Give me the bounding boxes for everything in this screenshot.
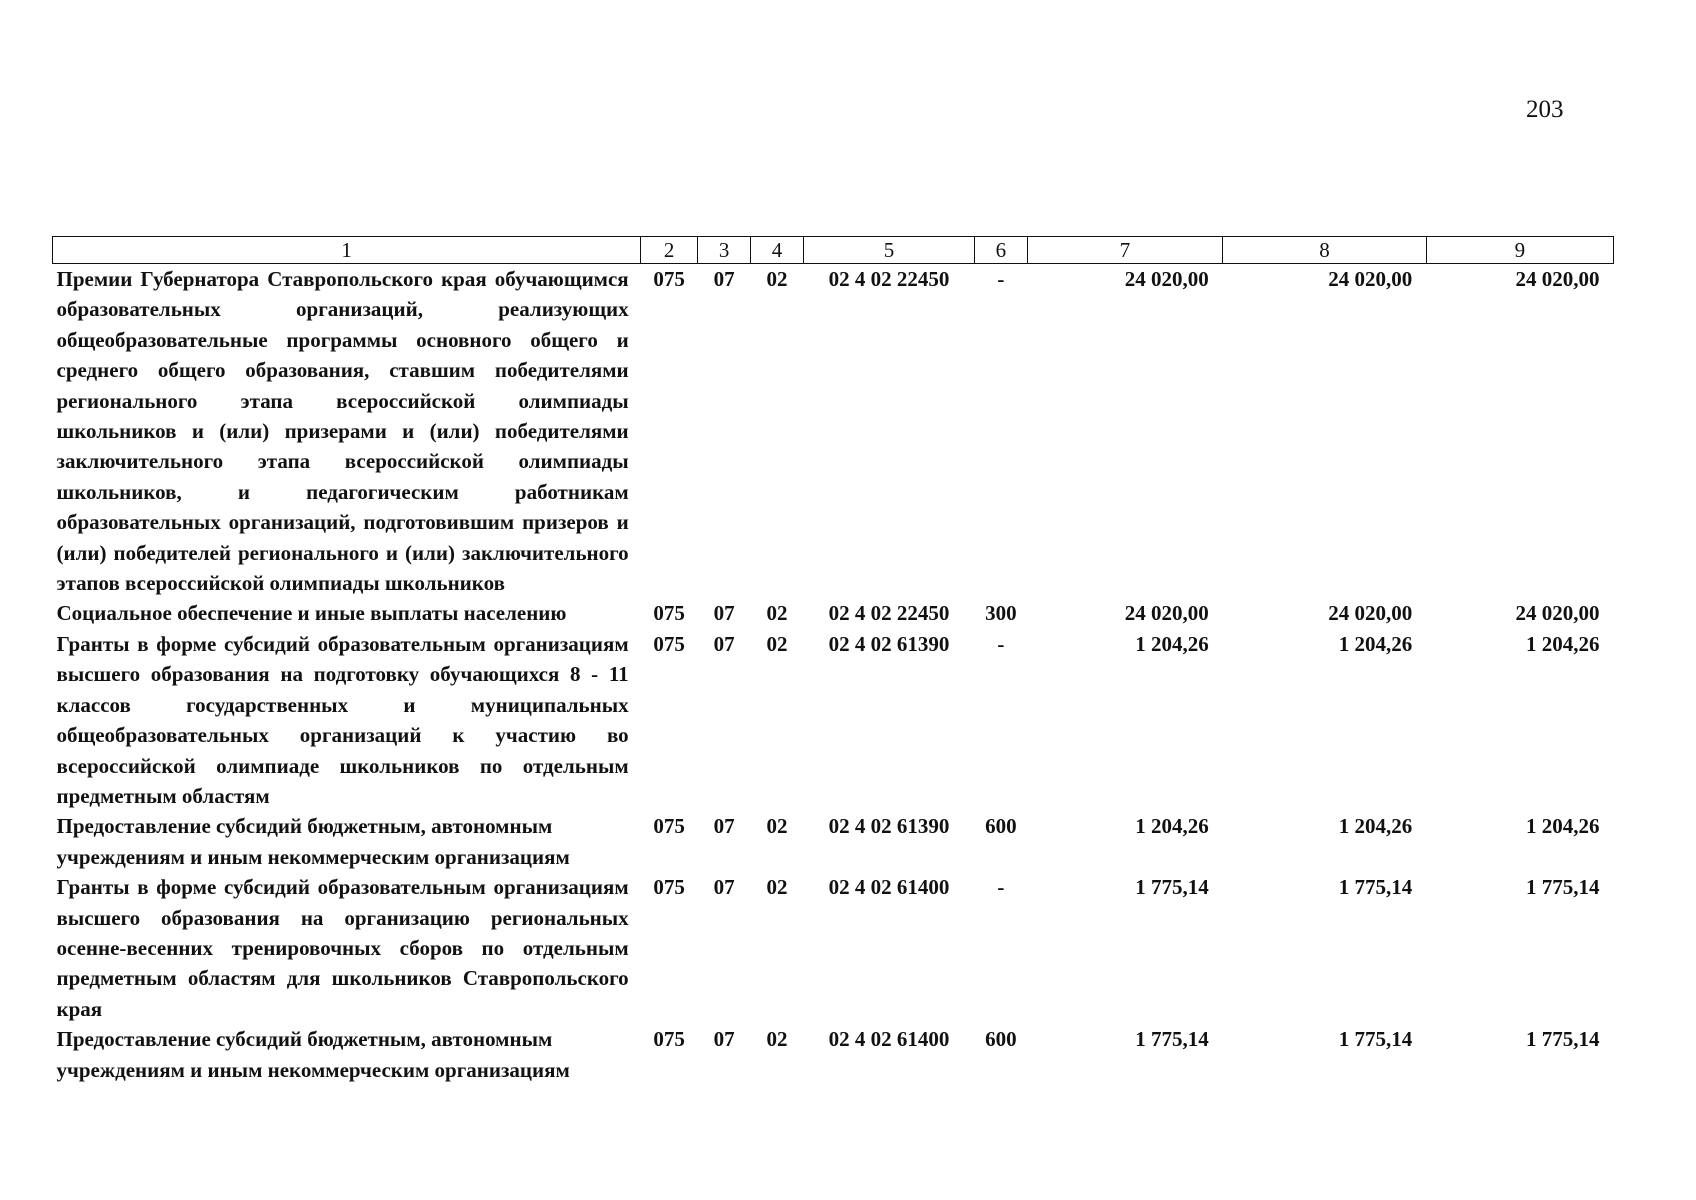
- row-name: Премии Губернатора Ставропольского края обучающимся образовательных организаций, реализующих общеобразовательные программы основного общего и среднего общего образования, ставшим победителями регионального этапа всероссийской олимпиады школьников и (или) призерами и (или) победителями заключительного этапа всероссийской олимпиады школьников, и педагогическим работникам образовательных организаций, подготовившим призеров и (или) победителей регионального и (или) заключительного этапов всероссийской олимпиады школьников: [56, 267, 629, 596]
- row-target-article: 02 4 02 61390: [828, 814, 950, 839]
- row-name: Гранты в форме субсидий образовательным организациям высшего образования на организацию региональных осенне-весенних тренировочных сборов по отдельным предметным областям для школьников Ставропольского края: [56, 875, 629, 1021]
- row-amount-col9: 1 775,14: [1526, 875, 1600, 900]
- row-amount-col8: 24 020,00: [1328, 601, 1413, 626]
- row-amount-col7: 24 020,00: [1124, 267, 1209, 291]
- row-amount-col9: 1 204,26: [1526, 814, 1600, 839]
- row-target-article: 02 4 02 22450: [828, 601, 950, 626]
- row-section-code: 07: [713, 875, 735, 900]
- row-ministry-code: 075: [653, 875, 685, 900]
- row-expense-type: 600: [985, 1027, 1017, 1052]
- row-ministry-code: 075: [653, 1027, 685, 1052]
- row-amount-col8: 24 020,00: [1328, 267, 1413, 291]
- row-name: Гранты в форме субсидий образовательным организациям высшего образования на подготовку обучающихся 8 - 11 классов государственных и муниципальных общеобразовательных организаций к участию во всероссийской олимпиаде школьников по отдельным предметным областям: [56, 631, 629, 808]
- row-section-code: 07: [713, 601, 735, 626]
- table-row: [53, 264, 1614, 599]
- row-section-code: 07: [713, 1027, 735, 1052]
- row-expense-type: -: [997, 267, 1005, 291]
- column-header-8: 8: [1223, 237, 1427, 264]
- row-section-code: 07: [713, 267, 735, 291]
- row-amount-col8: 1 204,26: [1338, 631, 1413, 656]
- column-header-5: 5: [803, 237, 974, 264]
- table-row: [53, 629, 1614, 811]
- row-amount-col9: 24 020,00: [1515, 601, 1600, 626]
- row-expense-type: -: [997, 875, 1005, 900]
- row-name: Социальное обеспечение и иные выплаты населению: [56, 601, 567, 626]
- table-header-row: [53, 237, 1614, 264]
- row-amount-col7: 24 020,00: [1124, 601, 1209, 626]
- budget-table: [52, 236, 1614, 1085]
- row-ministry-code: 075: [653, 631, 685, 656]
- column-header-1: 1: [53, 237, 641, 264]
- row-amount-col7: 1 204,26: [1135, 631, 1209, 656]
- column-header-4: 4: [751, 237, 804, 264]
- row-ministry-code: 075: [653, 601, 685, 626]
- row-subsection-code: 02: [766, 631, 788, 656]
- row-amount-col9: 24 020,00: [1515, 267, 1600, 291]
- row-target-article: 02 4 02 61400: [828, 875, 950, 900]
- column-header-9: 9: [1426, 237, 1613, 264]
- row-amount-col8: 1 775,14: [1338, 1027, 1413, 1052]
- row-expense-type: -: [997, 631, 1005, 656]
- row-expense-type: 600: [985, 814, 1017, 839]
- row-ministry-code: 075: [653, 814, 685, 839]
- row-subsection-code: 02: [766, 267, 788, 291]
- row-amount-col8: 1 775,14: [1338, 875, 1413, 900]
- row-target-article: 02 4 02 61400: [828, 1027, 950, 1052]
- table-row: [53, 811, 1614, 872]
- row-amount-col7: 1 775,14: [1135, 875, 1209, 900]
- column-header-6: 6: [974, 237, 1027, 264]
- row-amount-col9: 1 204,26: [1526, 631, 1600, 656]
- row-expense-type: 300: [985, 601, 1017, 626]
- row-target-article: 02 4 02 61390: [828, 631, 950, 656]
- row-amount-col8: 1 204,26: [1338, 814, 1413, 839]
- row-amount-col7: 1 775,14: [1135, 1027, 1209, 1052]
- row-ministry-code: 075: [653, 267, 685, 291]
- row-subsection-code: 02: [766, 875, 788, 900]
- column-header-3: 3: [698, 237, 751, 264]
- row-amount-col9: 1 775,14: [1526, 1027, 1600, 1052]
- row-subsection-code: 02: [766, 814, 788, 839]
- column-header-7: 7: [1027, 237, 1222, 264]
- page-number: 203: [1526, 96, 1564, 123]
- table-row: [53, 872, 1614, 1024]
- table-row: [53, 598, 1614, 628]
- row-name: Предоставление субсидий бюджетным, автономным учреждениям и иным некоммерческим организациям: [56, 1027, 570, 1082]
- row-name: Предоставление субсидий бюджетным, автономным учреждениям и иным некоммерческим организациям: [56, 814, 570, 869]
- column-header-2: 2: [641, 237, 698, 264]
- row-subsection-code: 02: [766, 1027, 788, 1052]
- row-section-code: 07: [713, 631, 735, 656]
- row-subsection-code: 02: [766, 601, 788, 626]
- table-row: [53, 1024, 1614, 1085]
- row-amount-col7: 1 204,26: [1135, 814, 1209, 839]
- row-target-article: 02 4 02 22450: [828, 267, 950, 291]
- row-section-code: 07: [713, 814, 735, 839]
